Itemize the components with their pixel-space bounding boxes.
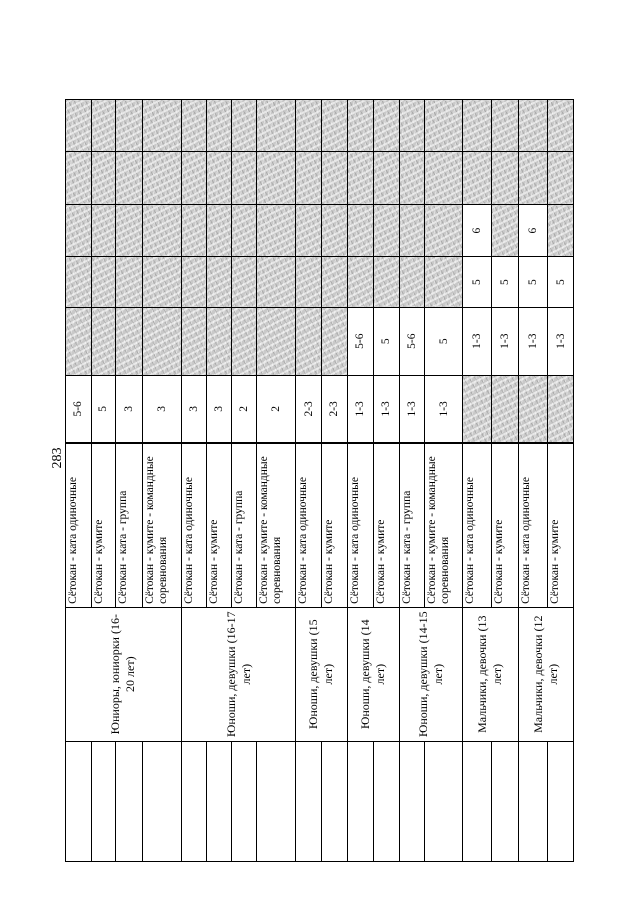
discipline-cell: Сётокан - кумите - командные соревнования [142,443,181,607]
shaded-value-cell [425,257,463,307]
shaded-value-cell [548,375,574,443]
discipline-cell: Сётокан - кумите [207,443,232,607]
discipline-cell: Сётокан - кумите [491,443,518,607]
shaded-value-cell [231,257,257,307]
shaded-value-cell [296,99,322,152]
rotated-table-container [65,46,574,862]
shaded-value-cell [374,99,400,152]
shaded-value-cell [116,204,143,257]
value-cell: 2-3 [296,375,322,443]
shaded-value-cell [116,257,143,307]
empty-cell [257,741,296,861]
empty-cell [91,741,116,861]
value-cell: 3 [181,375,207,443]
shaded-value-cell [399,257,425,307]
shaded-value-cell [207,307,232,375]
shaded-value-cell [425,99,463,152]
empty-cell [347,741,374,861]
value-cell: 2 [257,375,296,443]
shaded-value-cell [548,204,574,257]
shaded-value-cell [321,307,347,375]
table-row [518,47,548,862]
value-cell: 1-3 [491,307,518,375]
value-cell: 5 [463,257,492,307]
shaded-value-cell [181,99,207,152]
discipline-cell: Сётокан - кумите - командные соревнования [425,443,463,607]
table-row [181,47,207,862]
age-category-cell: Мальчики, девочки (13 лет) [463,607,518,741]
age-category-cell: Юноши, девушки (16-17 лет) [181,607,296,741]
shaded-value-cell [347,257,374,307]
shaded-value-cell [257,204,296,257]
shaded-value-cell [91,99,116,152]
shaded-value-cell [257,152,296,205]
empty-cell [548,741,574,861]
discipline-cell: Сётокан - ката одиночные [66,443,92,607]
shaded-value-cell [399,152,425,205]
shaded-value-cell [321,257,347,307]
empty-cell [463,741,492,861]
table-row [399,47,425,862]
value-cell: 5 [518,257,548,307]
shaded-value-cell [548,152,574,205]
age-category-cell: Юноши, девушки (15 лет) [296,607,347,741]
empty-cell [321,741,347,861]
value-cell: 5 [548,257,574,307]
empty-cell [181,741,207,861]
value-cell: 5-6 [399,307,425,375]
shaded-value-cell [374,204,400,257]
shaded-value-cell [518,375,548,443]
shaded-value-cell [399,99,425,152]
discipline-cell: Сётокан - ката одиночные [181,443,207,607]
shaded-value-cell [207,257,232,307]
value-cell: 1-3 [548,307,574,375]
value-cell: 1-3 [425,375,463,443]
shaded-value-cell [321,204,347,257]
shaded-value-cell [296,204,322,257]
shaded-value-cell [257,257,296,307]
value-cell: 1-3 [347,375,374,443]
empty-cell [66,741,92,861]
shaded-value-cell [296,257,322,307]
shaded-value-cell [231,152,257,205]
shaded-value-cell [491,152,518,205]
discipline-cell: Сётокан - ката одиночные [347,443,374,607]
empty-cell [425,741,463,861]
shaded-value-cell [347,204,374,257]
shaded-value-cell [321,152,347,205]
empty-cell [296,741,322,861]
shaded-value-cell [142,152,181,205]
shaded-value-cell [116,99,143,152]
value-cell: 1-3 [399,375,425,443]
discipline-cell: Сётокан - ката - группа [116,443,143,607]
discipline-cell: Сётокан - кумите [374,443,400,607]
age-category-cell: Юноши, девушки (14 лет) [347,607,399,741]
shaded-value-cell [231,307,257,375]
shaded-value-cell [463,375,492,443]
shaded-value-cell [463,152,492,205]
age-category-cell: Мальчики, девочки (12 лет) [518,607,573,741]
shaded-value-cell [181,307,207,375]
shaded-value-cell [425,152,463,205]
page-number: 283 [50,447,65,469]
shaded-value-cell [91,257,116,307]
shaded-value-cell [374,152,400,205]
shaded-value-cell [548,99,574,152]
table-body [66,47,574,862]
table-row [347,47,374,862]
value-cell: 2-3 [321,375,347,443]
shaded-value-cell [66,257,92,307]
value-cell: 2 [231,375,257,443]
shaded-value-cell [207,152,232,205]
discipline-cell: Сётокан - кумите [91,443,116,607]
shaded-value-cell [231,99,257,152]
value-cell: 6 [518,204,548,257]
shaded-value-cell [399,204,425,257]
table-row [296,47,322,862]
shaded-value-cell [181,204,207,257]
age-category-cell: Юноши, девушки (14-15 лет) [399,607,462,741]
shaded-value-cell [321,99,347,152]
age-category-cell: Юниоры, юниорки (16-20 лет) [66,607,182,741]
shaded-value-cell [463,99,492,152]
shaded-value-cell [374,257,400,307]
shaded-value-cell [207,204,232,257]
value-cell: 5-6 [66,375,92,443]
shaded-value-cell [142,257,181,307]
shaded-value-cell [181,152,207,205]
shaded-value-cell [425,204,463,257]
discipline-cell: Сётокан - кумите [548,443,574,607]
empty-cell [374,741,400,861]
value-cell: 3 [142,375,181,443]
discipline-cell: Сётокан - кумите - командные соревнования [257,443,296,607]
value-cell: 3 [116,375,143,443]
shaded-value-cell [347,99,374,152]
discipline-cell: Сётокан - ката - группа [399,443,425,607]
value-cell: 6 [463,204,492,257]
empty-cell [491,741,518,861]
table-row [463,47,492,862]
discipline-cell: Сётокан - ката одиночные [518,443,548,607]
shaded-value-cell [296,307,322,375]
shaded-value-cell [66,204,92,257]
discipline-cell: Сётокан - ката - группа [231,443,257,607]
value-cell: 5 [374,307,400,375]
value-cell: 5 [491,257,518,307]
shaded-value-cell [347,152,374,205]
shaded-value-cell [491,204,518,257]
value-cell: 1-3 [463,307,492,375]
shaded-value-cell [207,99,232,152]
value-cell: 3 [207,375,232,443]
value-cell: 1-3 [374,375,400,443]
shaded-value-cell [116,307,143,375]
shaded-value-cell [142,307,181,375]
shaded-value-cell [66,307,92,375]
discipline-cell: Сётокан - ката одиночные [463,443,492,607]
shaded-value-cell [91,152,116,205]
value-cell: 1-3 [518,307,548,375]
discipline-cell: Сётокан - ката одиночные [296,443,322,607]
shaded-value-cell [142,204,181,257]
table-row [66,47,92,862]
shaded-value-cell [491,99,518,152]
shaded-value-cell [116,152,143,205]
shaded-value-cell [231,204,257,257]
empty-cell [116,741,143,861]
discipline-cell: Сётокан - кумите [321,443,347,607]
shaded-value-cell [491,375,518,443]
value-cell: 5 [425,307,463,375]
shaded-value-cell [91,204,116,257]
shaded-value-cell [518,152,548,205]
shaded-value-cell [66,99,92,152]
empty-cell [518,741,548,861]
shaded-value-cell [181,257,207,307]
empty-cell [142,741,181,861]
empty-cell [399,741,425,861]
shaded-value-cell [66,152,92,205]
empty-cell [207,741,232,861]
shaded-value-cell [296,152,322,205]
value-cell: 5-6 [347,307,374,375]
shaded-value-cell [142,99,181,152]
ranking-table [65,46,574,862]
shaded-value-cell [518,99,548,152]
shaded-value-cell [91,307,116,375]
shaded-value-cell [257,99,296,152]
value-cell: 5 [91,375,116,443]
empty-cell [231,741,257,861]
shaded-value-cell [257,307,296,375]
